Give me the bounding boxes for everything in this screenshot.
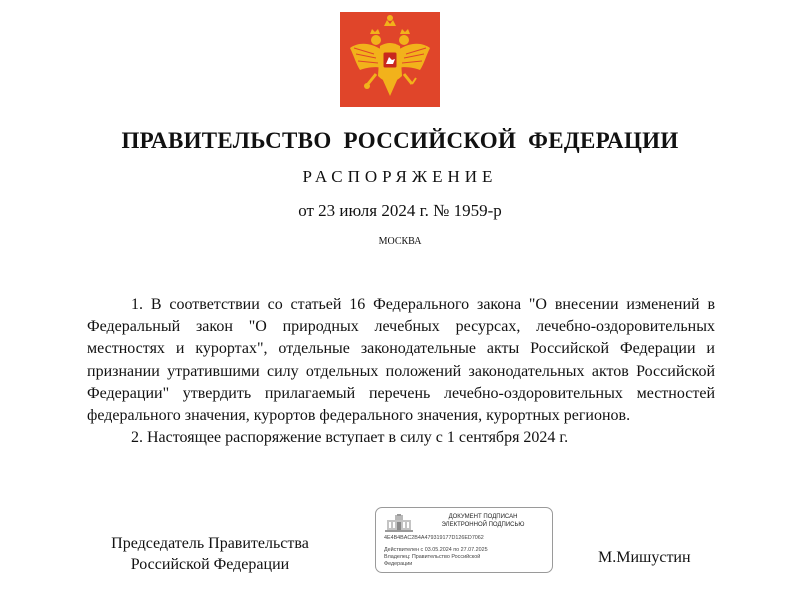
esign-owner-line-1: Владелец: Правительство Российской <box>384 554 481 560</box>
document-city: МОСКВА <box>378 236 422 247</box>
document-type: РАСПОРЯЖЕНИЕ <box>302 167 498 186</box>
issuing-authority-title: ПРАВИТЕЛЬСТВО РОССИЙСКОЙ ФЕДЕРАЦИИ <box>121 128 679 153</box>
esign-header-line-1: ДОКУМЕНТ ПОДПИСАН <box>448 514 518 520</box>
signer-name: М.Мишустин <box>598 549 691 566</box>
esign-owner-line-2: Федерации <box>384 561 413 567</box>
electronic-signature-stamp <box>375 507 553 573</box>
esign-header-line-2: ЭЛЕКТРОННОЙ ПОДПИСЬЮ <box>441 522 525 528</box>
esign-validity: Действителен с 03.05.2024 по 27.07.2025 <box>384 547 488 553</box>
esign-certificate-number: 4E4B4BAC2B4A479319177D126ED7062 <box>384 535 484 541</box>
document-date-number: от 23 июля 2024 г. № 1959-р <box>298 201 502 220</box>
government-building-icon <box>385 514 413 532</box>
signer-position <box>85 533 335 575</box>
paragraph-2: 2. Настоящее распоряжение вступает в силу с 1 сентября 2024 г. <box>131 429 569 447</box>
signer-position-line-2: Российской Федерации <box>130 556 290 573</box>
document-body <box>87 294 715 449</box>
esign-header <box>416 513 550 529</box>
russian-coat-of-arms-icon <box>340 12 440 107</box>
signer-position-line-1: Председатель Правительства <box>111 535 309 552</box>
paragraph-1: 1. В соответствии со статьей 16 Федерального закона "О внесении изменений в Федеральный закон "О природных лечебных ресурсах, лечебно-оздоровительных местностях и курортах", отдельные законодательные акты Российской Федерации и признании утратившими силу отдельных положений законодательных актов Российской Федерации" утвердить прилагаемый перечень лечебно-оздоровительных местностей федерального значения, курортов федерального значения, курортных регионов. <box>87 296 715 425</box>
